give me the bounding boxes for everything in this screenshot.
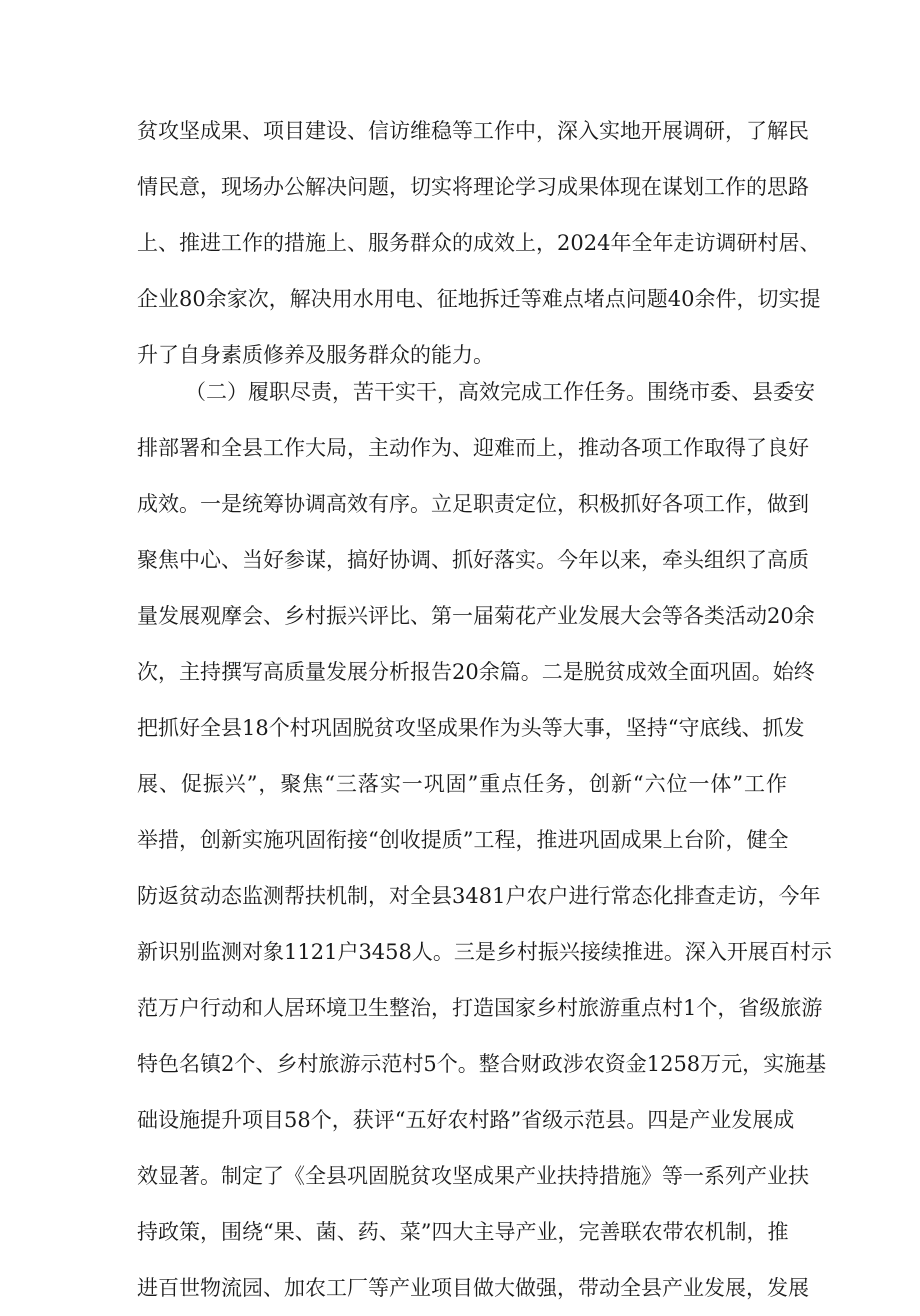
text-line: 础设施提升项目58个，获评“五好农村路”省级示范县。四是产业发展成 <box>137 1108 795 1132</box>
text-line: 把抓好全县18个村巩固脱贫攻坚成果作为头等大事，坚持“守底线、抓发 <box>137 716 805 740</box>
text-line: 上、推进工作的措施上、服务群众的成效上，2024年全年走访调研村居、 <box>137 231 821 255</box>
text-line-indented: （二）履职尽责，苦干实干，高效完成工作任务。围绕市委、县委安 <box>185 380 815 404</box>
text-line: 防返贫动态监测帮扶机制，对全县3481户农户进行常态化排查走访，今年 <box>137 884 821 908</box>
text-line: 举措，创新实施巩固衔接“创收提质”工程，推进巩固成果上台阶，健全 <box>137 828 789 852</box>
text-line: 成效。一是统筹协调高效有序。立足职责定位，积极抓好各项工作，做到 <box>137 492 809 516</box>
text-line: 聚焦中心、当好参谋，搞好协调、抓好落实。今年以来，牵头组织了高质 <box>137 548 809 572</box>
text-line: 特色名镇2个、乡村旅游示范村5个。整合财政涉农资金1258万元，实施基 <box>137 1052 827 1076</box>
text-line: 情民意，现场办公解决问题，切实将理论学习成果体现在谋划工作的思路 <box>137 175 809 199</box>
text-line: 展、促振兴”，聚焦“三落实一巩固”重点任务，创新“六位一体”工作 <box>137 772 787 796</box>
text-line: 企业80余家次，解决用水用电、征地拆迁等难点堵点问题40余件，切实提 <box>137 287 821 311</box>
text-line: 量发展观摩会、乡村振兴评比、第一届菊花产业发展大会等各类活动20余 <box>137 604 815 628</box>
text-line: 范万户行动和人居环境卫生整治，打造国家乡村旅游重点村1个，省级旅游 <box>137 996 823 1020</box>
text-line: 排部署和全县工作大局，主动作为、迎难而上，推动各项工作取得了良好 <box>137 436 809 460</box>
text-line: 进百世物流园、加农工厂等产业项目做大做强，带动全县产业发展，发展 <box>137 1276 809 1300</box>
text-line: 贫攻坚成果、项目建设、信访维稳等工作中，深入实地开展调研，了解民 <box>137 119 809 143</box>
text-line: 新识别监测对象1121户3458人。三是乡村振兴接续推进。深入开展百村示 <box>137 940 832 964</box>
text-line: 持政策，围绕“果、菌、药、菜”四大主导产业，完善联农带农机制，推 <box>137 1220 789 1244</box>
text-line: 升了自身素质修养及服务群众的能力。 <box>137 343 494 367</box>
text-line: 效显著。制定了《全县巩固脱贫攻坚成果产业扶持措施》等一系列产业扶 <box>137 1164 809 1188</box>
text-line: 次，主持撰写高质量发展分析报告20余篇。二是脱贫成效全面巩固。始终 <box>137 660 815 684</box>
